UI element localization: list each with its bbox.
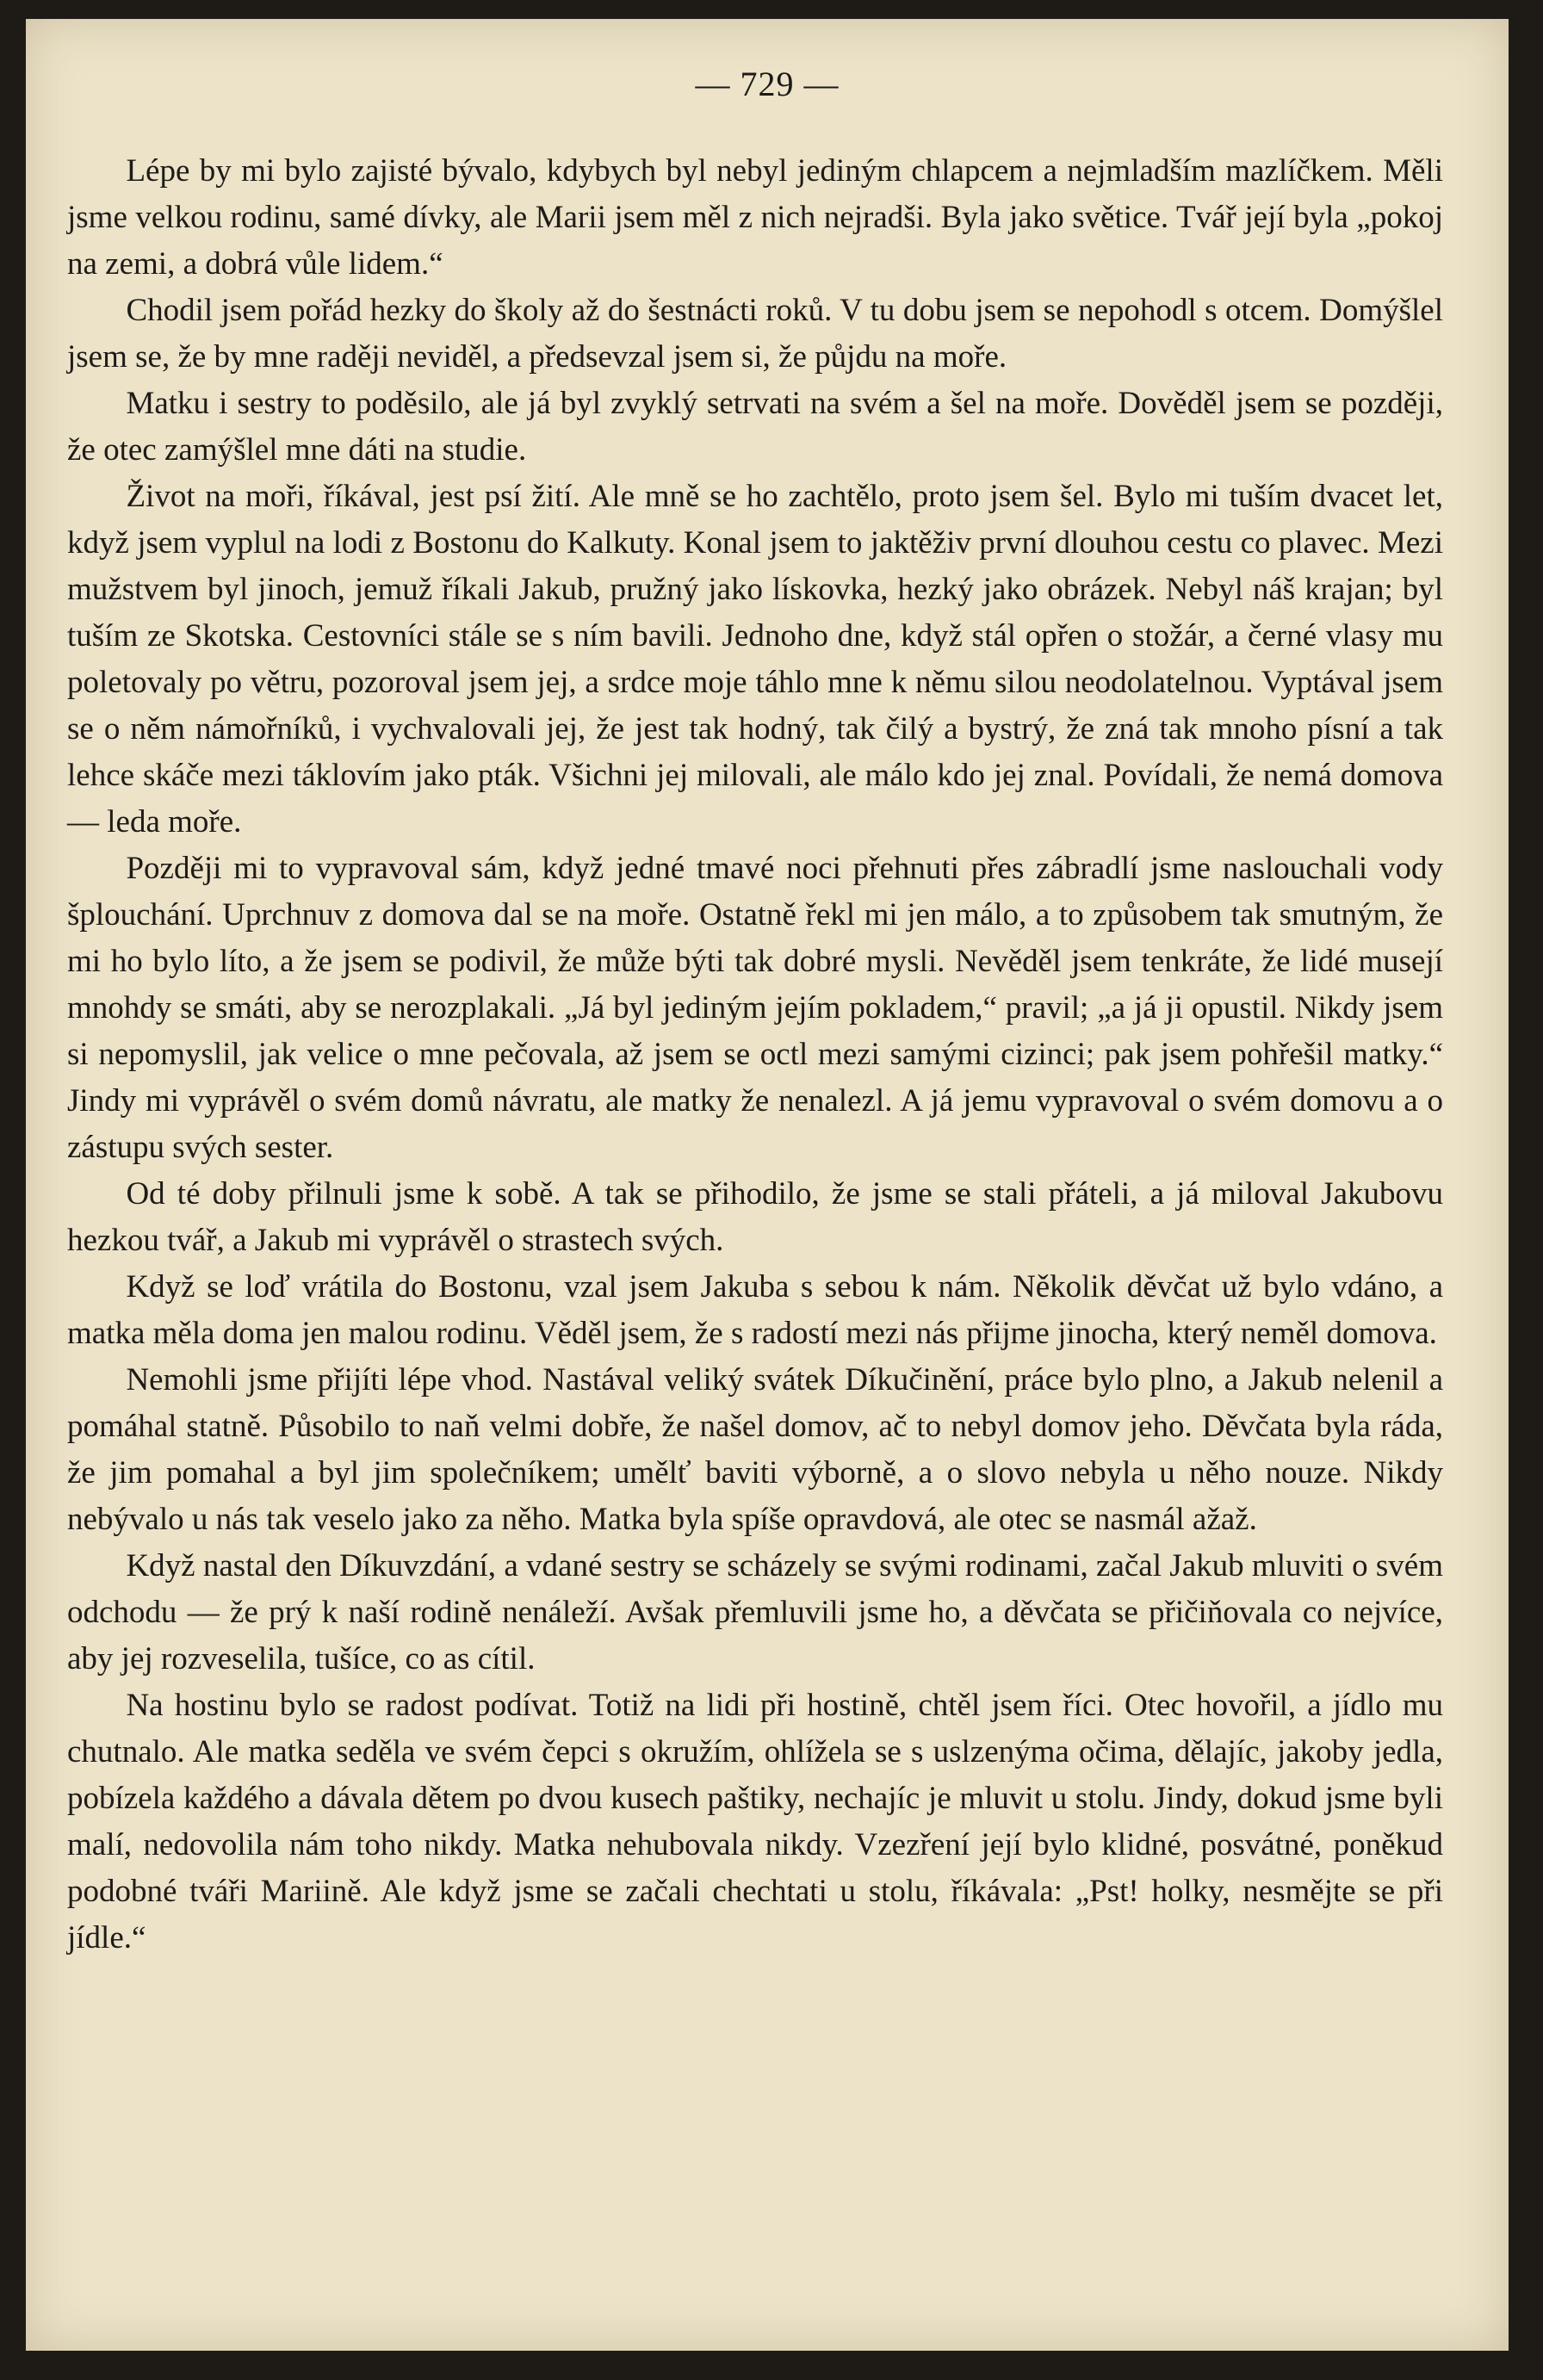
page-text bbox=[67, 148, 1443, 1962]
paragraph: Nemohli jsme přijíti lépe vhod. Nastával veliký svátek Díkučinění, práce bylo plno, a Jakub nelenil a pomáhal statně. Působilo to naň velmi dobře, že našel domov, ač to nebyl domov jeho. Děvčata byla ráda, že jim pomahal a byl jim společníkem; umělť baviti výborně, a o slovo nebyla u něho nouze. Nikdy nebývalo u nás tak veselo jako za něho. Matka byla spíše opravdová, ale otec se nasmál ažaž. bbox=[67, 1362, 1443, 1537]
paragraph: Život na moři, říkával, jest psí žití. Ale mně se ho zachtělo, proto jsem šel. Bylo mi tuším dvacet let, když jsem vyplul na lodi z Bostonu do Kalkuty. Konal jsem to jaktěživ první dlouhou cestu co plavec. Mezi mužstvem byl jinoch, jemuž říkali Jakub, pružný jako lískovka, hezký jako obrázek. Nebyl náš krajan; byl tuším ze Skotska. Cestovníci stále se s ním bavili. Jednoho dne, když stál opřen o stožár, a černé vlasy mu poletovaly po větru, pozoroval jsem jej, a srdce moje táhlo mne k němu silou neodolatelnou. Vyptával jsem se o něm námořníků, i vychvalovali jej, že jest tak hodný, tak čilý a bystrý, že zná tak mnoho písní a tak lehce skáče mezi táklovím jako pták. Všichni jej milovali, ale málo kdo jej znal. Povídali, že nemá domova — leda moře. bbox=[67, 479, 1443, 840]
paragraph: Později mi to vypravoval sám, když jedné tmavé noci přehnuti přes zábradlí jsme naslouchali vody šplouchání. Uprchnuv z domova dal se na moře. Ostatně řekl mi jen málo, a to způsobem tak smutným, že mi ho bylo líto, a že jsem se podivil, že může býti tak dobré mysli. Nevěděl jsem tenkráte, že lidé musejí mnohdy se smáti, aby se nerozplakali. „Já byl jediným jejím pokladem,“ pravil; „a já ji opustil. Nikdy jsem si nepomyslil, jak velice o mne pečovala, až jsem se octl mezi samými cizinci; pak jsem pohřešil matky.“ Jindy mi vyprávěl o svém domů návratu, ale matky že nenalezl. A já jemu vypravoval o svém domovu a o zástupu svých sester. bbox=[67, 851, 1443, 1165]
paragraph: Když nastal den Díkuvzdání, a vdané sestry se scházely se svými rodinami, začal Jakub mluviti o svém odchodu — že prý k naší rodině nenáleží. Avšak přemluvili jsme ho, a děvčata se přičiňovala co nejvíce, aby jej rozveselila, tušíce, co as cítil. bbox=[67, 1548, 1443, 1677]
paragraph: Lépe by mi bylo zajisté bývalo, kdybych byl nebyl jediným chlapcem a nejmladším mazlíčkem. Měli jsme velkou rodinu, samé dívky, ale Marii jsem měl z nich nejradši. Byla jako světice. Tvář její byla „pokoj na zemi, a dobrá vůle lidem.“ bbox=[67, 153, 1443, 282]
book-page bbox=[26, 19, 1509, 2351]
paragraph: Když se loď vrátila do Bostonu, vzal jsem Jakuba s sebou k nám. Několik děvčat už bylo vdáno, a matka měla doma jen malou rodinu. Věděl jsem, že s radostí mezi nás přijme jinocha, který neměl domova. bbox=[67, 1269, 1443, 1351]
paragraph: Na hostinu bylo se radost podívat. Totiž na lidi při hostině, chtěl jsem říci. Otec hovořil, a jídlo mu chutnalo. Ale matka seděla ve svém čepci s okružím, ohlížela se s uslzenýma očima, dělajíc, jakoby jedla, pobízela každého a dávala dětem po dvou kusech paštiky, nechajíc je mluvit u stolu. Jindy, dokud jsme byli malí, nedovolila nám toho nikdy. Matka nehubovala nikdy. Vzezření její bylo klidné, posvátné, poněkud podobné tváři Mariině. Ale když jsme se začali chechtati u stolu, říkávala: „Pst! holky, nesmějte se při jídle.“ bbox=[67, 1688, 1443, 1955]
paragraph: Chodil jsem pořád hezky do školy až do šestnácti roků. V tu dobu jsem se nepohodl s otcem. Domýšlel jsem se, že by mne raději neviděl, a předsevzal jsem si, že půjdu na moře. bbox=[67, 293, 1443, 375]
paragraph: Od té doby přilnuli jsme k sobě. A tak se přihodilo, že jsme se stali přáteli, a já miloval Jakubovu hezkou tvář, a Jakub mi vyprávěl o strastech svých. bbox=[67, 1176, 1443, 1258]
paragraph: Matku i sestry to poděsilo, ale já byl zvyklý setrvati na svém a šel na moře. Dověděl jsem se později, že otec zamýšlel mne dáti na studie. bbox=[67, 386, 1443, 468]
page-number: — 729 — bbox=[695, 65, 840, 103]
